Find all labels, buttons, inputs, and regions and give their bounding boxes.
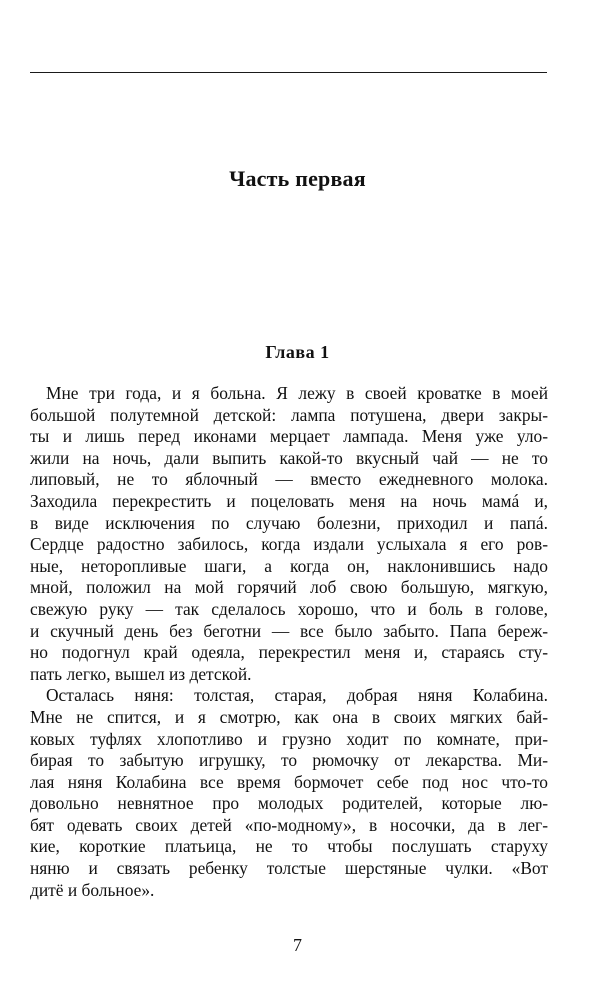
chapter-body	[30, 383, 548, 901]
text-line: мной, положил на мой горячий лоб свою большую, мягкую,	[30, 577, 548, 598]
text-line: ты и лишь перед иконами мерцает лампада. Меня уже уло-	[30, 426, 548, 447]
page-number: 7	[293, 935, 302, 955]
header-rule	[30, 72, 547, 73]
text-line: бирая то забытую игрушку, то рюмочку от лекарства. Ми-	[30, 750, 548, 771]
text-line: ковых туфлях хлопотливо и грузно ходит по комнате, при-	[30, 728, 548, 749]
part-title: Часть первая	[229, 166, 366, 191]
text-line: жили на ночь, дали выпить какой-то вкусный чай — не то	[30, 447, 548, 468]
text-line: и скучный день без беготни — все было забыто. Папа береж-	[30, 620, 548, 641]
paragraph-1	[30, 383, 548, 685]
text-line: лая няня Колабина все время бормочет себе под нос что-то	[30, 771, 548, 792]
text-line: Сердце радостно забилось, когда издали услыхала я его ров-	[30, 534, 548, 555]
text-line: Мне три года, и я больна. Я лежу в своей кроватке в моей	[46, 383, 548, 403]
text-line: липовый, не то яблочный — вместо ежедневного молока.	[30, 469, 548, 490]
text-line: Заходила перекрестить и поцеловать меня на ночь мамá и,	[30, 490, 548, 511]
text-line: бят одевать своих детей «по-модному», в носочки, да в лег-	[30, 814, 548, 835]
text-line: Мне не спится, и я смотрю, как она в своих мягких бай-	[30, 706, 548, 727]
text-line: няню и связать ребенку толстые шерстяные чулки. «Вот	[30, 858, 548, 879]
text-line: Осталась няня: толстая, старая, добрая няня Колабина.	[46, 685, 548, 706]
chapter-title: Глава 1	[265, 342, 330, 362]
text-line: но подогнул край одеяла, перекрестил меня и, стараясь сту-	[30, 642, 548, 663]
paragraph-2	[30, 685, 548, 901]
text-line: довольно невнятное про молодых родителей, которые лю-	[30, 793, 548, 814]
text-line: в виде исключения по случаю болезни, приходил и папá.	[30, 512, 548, 533]
text-line: ные, неторопливые шаги, а когда он, наклонившись надо	[30, 555, 548, 576]
text-line: свежую руку — так сделалось хорошо, что и боль в голове,	[30, 598, 548, 619]
text-line: дитё и больное».	[30, 879, 155, 900]
text-line: кие, короткие платьица, не то чтобы послушать старуху	[30, 836, 548, 857]
text-line: пать легко, вышел из детской.	[30, 663, 252, 684]
text-line: большой полутемной детской: лампа потушена, двери закры-	[30, 404, 548, 425]
